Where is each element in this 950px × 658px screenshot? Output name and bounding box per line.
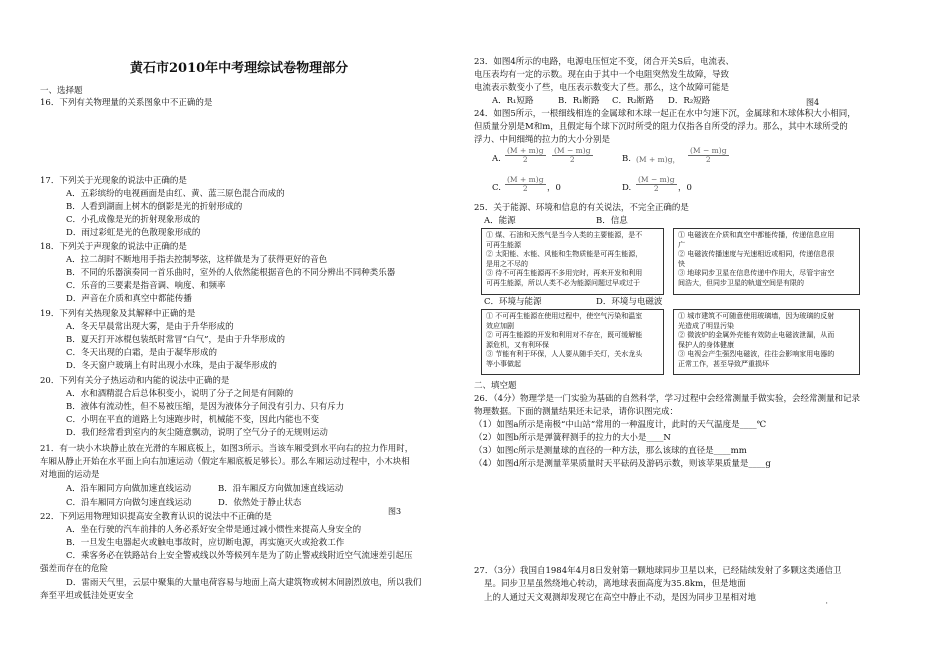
q19-b: B．夏天打开冰棍包装纸时常冒“白气”，是由于升华形成的 [66, 335, 285, 345]
q22-b: B．一旦发生电器起火或触电事故时，应切断电源，再实施灭火或抢救工作 [66, 538, 345, 548]
q20-a: A．水和酒精混合后总体积变小，说明了分子之间是有间隙的 [66, 389, 294, 399]
q18-b: B．不同的乐器演奏同一首乐曲时，室外的人依然能根据音色的不同分辨出不同种类乐器 [66, 268, 396, 278]
q23-c: C．R₂断路 [612, 96, 654, 106]
q26-part4: （4）如图d所示是测量苹果质量时天平砝码及游码示数，则该苹果质量是____g [474, 459, 771, 469]
q21-c: C．沿车厢同方向做匀速直线运动 [66, 498, 192, 508]
q19-c: C．冬天出现的白霜，是由于凝华形成的 [66, 348, 218, 358]
q23-d: D．R₂短路 [668, 96, 711, 106]
q22-c-line1: C．乘客务必在铁路站台上安全警戒线以外等候列车是为了防止警戒线附近空气流速差引起压 [66, 551, 413, 561]
q22-d-line1: D．雷雨天气里，云层中聚集的大量电荷容易与地面上高大建筑物或树木间剧烈放电，所以我们 [66, 578, 422, 588]
q21-line3: 对地面的运动是 [40, 470, 100, 480]
q24-c-tail: ，0 [547, 183, 561, 193]
page-title: 黄石市2010年中考理综试卷物理部分 [130, 61, 349, 76]
q23-line3: 电流表示数变小了些，电压表示数变大了些。那么，这个故障可能是 [474, 83, 730, 93]
q22-c-line2: 强差而存在的危险 [40, 564, 109, 574]
q26-part3: （3）如图c所示是测量球的直径的一种方法，那么该球的直径是____mm [474, 446, 747, 456]
q18-a: A．拉二胡时不断地用手指去控制琴弦，这样做是为了获得更好的音色 [66, 255, 328, 265]
q17-a: A．五彩缤纷的电视画面是由红、黄、蓝三原色混合而成的 [66, 189, 285, 199]
q25-box-d: ① 城市建筑不可随意使用玻璃墙，因为玻璃的反射 光造成了明显污染 ② 微波炉的金属外壳能有效防止电磁波泄漏，从而 保护人的身体健康 ③ 电视会产生强烈电磁波，往往会影响家用电器的 正常工作，甚至导致严重损坏 [673, 309, 860, 375]
q18-d: D．声音在介质和真空中都能传播 [66, 294, 192, 304]
q19-a: A．冬天早晨常出现大雾，是由于升华形成的 [66, 322, 234, 332]
q26-line2: 物理数据。下面的测量结果还未记录，请你识图完成： [474, 407, 679, 417]
q24-a-frac1: $\frac{(M + m)g}{2}$ [507, 146, 544, 164]
q18: 18．下列关于声现象的说法中正确的是 [40, 242, 187, 252]
q20-d: D．我们经常看到室内的灰尘随意飘动，说明了空气分子的无规则运动 [66, 428, 328, 438]
q20-c: C．小明在平直的道路上匀速跑步时，机械能不变，因此内能也不变 [66, 415, 320, 425]
q27-line2: 星。同步卫星虽然绕地心转动，离地球表面高度为35.8km，但是地面 [484, 579, 746, 589]
q17: 17．下列关于光现象的说法中正确的是 [40, 176, 187, 186]
q26-part2: （2）如图b所示是弹簧秤测手的拉力的大小是____N [474, 433, 671, 443]
q17-c: C．小孔成像是光的折射现象形成的 [66, 215, 201, 225]
q25-b: B．信息 [596, 216, 628, 226]
q24-d-label: D. [622, 183, 632, 193]
figure-4-label: 图4 [806, 98, 820, 107]
q20-b: B．液体有流动性，但不易被压缩，是因为液体分子间没有引力、只有斥力 [66, 402, 345, 412]
q25-d: D．环境与电磁波 [596, 297, 663, 307]
q25-box-b: ① 电磁波在介质和真空中都能传播，传递信息应用 广 ② 电磁波传播速度与光速相近或相同，传递信息很 快 ③ 地球同步卫星在信息传递中作用大，尽管宇宙空 间浩大，但同步卫星的轨道空间是有限的 [673, 228, 860, 295]
q21-line1: 21．有一块小木块静止放在光滑的车厢底板上，如图3所示。当该车厢受到水平向右的拉力作用时， [40, 444, 414, 454]
q21-line2: 车厢从静止开始在水平面上向右加速运动（假定车厢底板足够长）。那么车厢运动过程中，小木块相 [40, 457, 410, 467]
q24-b-expr1: (M + m)g， [636, 155, 680, 164]
figure-3-label: 图3 [388, 507, 402, 516]
q22-d-line2: 奔至平坦或低洼处更安全 [40, 591, 134, 601]
q25-a: A．能源 [484, 216, 516, 226]
q24-c-frac: $\frac{(M + m)g}{2}$ [507, 175, 544, 193]
q24-line1: 24．如图5所示，一根细线相连的金属球和木球一起正在水中匀速下沉，金属球和木球体积大小相同， [474, 109, 856, 119]
stray-mark: ' [826, 602, 828, 609]
section-fill: 二、填空题 [474, 381, 517, 391]
q20: 20．下列有关分子热运动和内能的说法中正确的是 [40, 376, 230, 386]
q24-a-label: A. [492, 154, 501, 164]
q17-b: B．人看到湖面上树木的倒影是光的折射形成的 [66, 202, 243, 212]
section-choice: 一、选择题 [40, 86, 83, 96]
q25-box-c: ① 不可再生能源在使用过程中，使空气污染和温室 效应加剧 ② 可再生能源的开发和利用对不存在，既可缓解能 源危机，又有利环保 ③ 节能有利于环保，人人要从随手关灯，关水龙头 等小事做起 [481, 309, 664, 375]
q21-d: D．依然处于静止状态 [218, 498, 302, 508]
q24-a-frac2: $\frac{(M - m)g}{2}$ [554, 146, 591, 164]
q22-a: A．坐在行驶的汽车前排的人务必系好安全带是通过减小惯性来提高人身安全的 [66, 525, 362, 535]
q25-c: C．环境与能源 [484, 297, 542, 307]
q23-b: B．R₁断路 [558, 96, 600, 106]
q21-b: B．沿车厢反方向做加速直线运动 [218, 484, 344, 494]
q22: 22．下列运用物理知识提高安全教育认识的说法中不正确的是 [40, 512, 272, 522]
q19-d: D．冬天窗户玻璃上有时出现小水珠，是由于凝华形成的 [66, 361, 277, 371]
q23-line1: 23．如图4所示的电路，电源电压恒定不变，闭合开关S后，电流表、 [474, 57, 735, 67]
q21-a: A．沿车厢同方向做加速直线运动 [66, 484, 192, 494]
q19: 19．下列有关热现象及其解释中正确的是 [40, 309, 196, 319]
q25-box-a: ① 煤、石油和天然气是当今人类的主要能源，是不 可再生能源 ② 太阳能、水能、风能和生物质能是可再生能源， 是用之不尽的 ③ 待不可再生能源再不多用完时，再来开发和利用 可再生能源，所以人类不必为能源问题过早或过于 [481, 228, 664, 295]
q24-b-label: B. [622, 154, 631, 164]
q27-line3: 上的人通过天文观测却发现它在高空中静止不动，是因为同步卫星相对地 [484, 593, 757, 603]
q24-c-label: C. [492, 183, 501, 193]
q24-d-tail: ，0 [678, 183, 692, 193]
q18-c: C．乐音的三要素是指音调、响度、和频率 [66, 281, 226, 291]
q24-b-frac2: $\frac{(M - m)g}{2}$ [690, 146, 727, 164]
q24-line2: 但质量分别是M和m，且假定每个球下沉时所受的阻力仅指各自所受的浮力。那么，其中木球所受的 [474, 122, 848, 132]
q25: 25．关于能源、环境和信息的有关说法，不完全正确的是 [474, 203, 689, 213]
q23-line2: 电压表均有一定的示数。现在由于其中一个电阻突然发生故障，导致 [474, 70, 730, 80]
q23-a: A．R₁短路 [492, 96, 534, 106]
q26-line1: 26．（4分）物理学是一门实验为基础的自然科学，学习过程中会经常测量手做实验，会经常测量和记录 [474, 394, 860, 404]
q24-line3: 浮力、中间细绳的拉力的大小分别是 [474, 135, 611, 145]
q27-line1: 27．（3分）我国自1984年4月8日发射第一颗地球同步卫星以来，已经陆续发射了多颗这类通信卫 [474, 566, 842, 576]
q26-part1: （1）如图a所示是南极“中山站”常用的一种温度计，此时的天气温度是____℃ [474, 420, 767, 430]
q17-d: D．雨过彩虹是光的色散现象形成的 [66, 228, 201, 238]
q24-d-frac: $\frac{(M - m)g}{2}$ [638, 175, 675, 193]
q16: 16．下列有关物理量的关系图象中不正确的是 [40, 98, 213, 108]
